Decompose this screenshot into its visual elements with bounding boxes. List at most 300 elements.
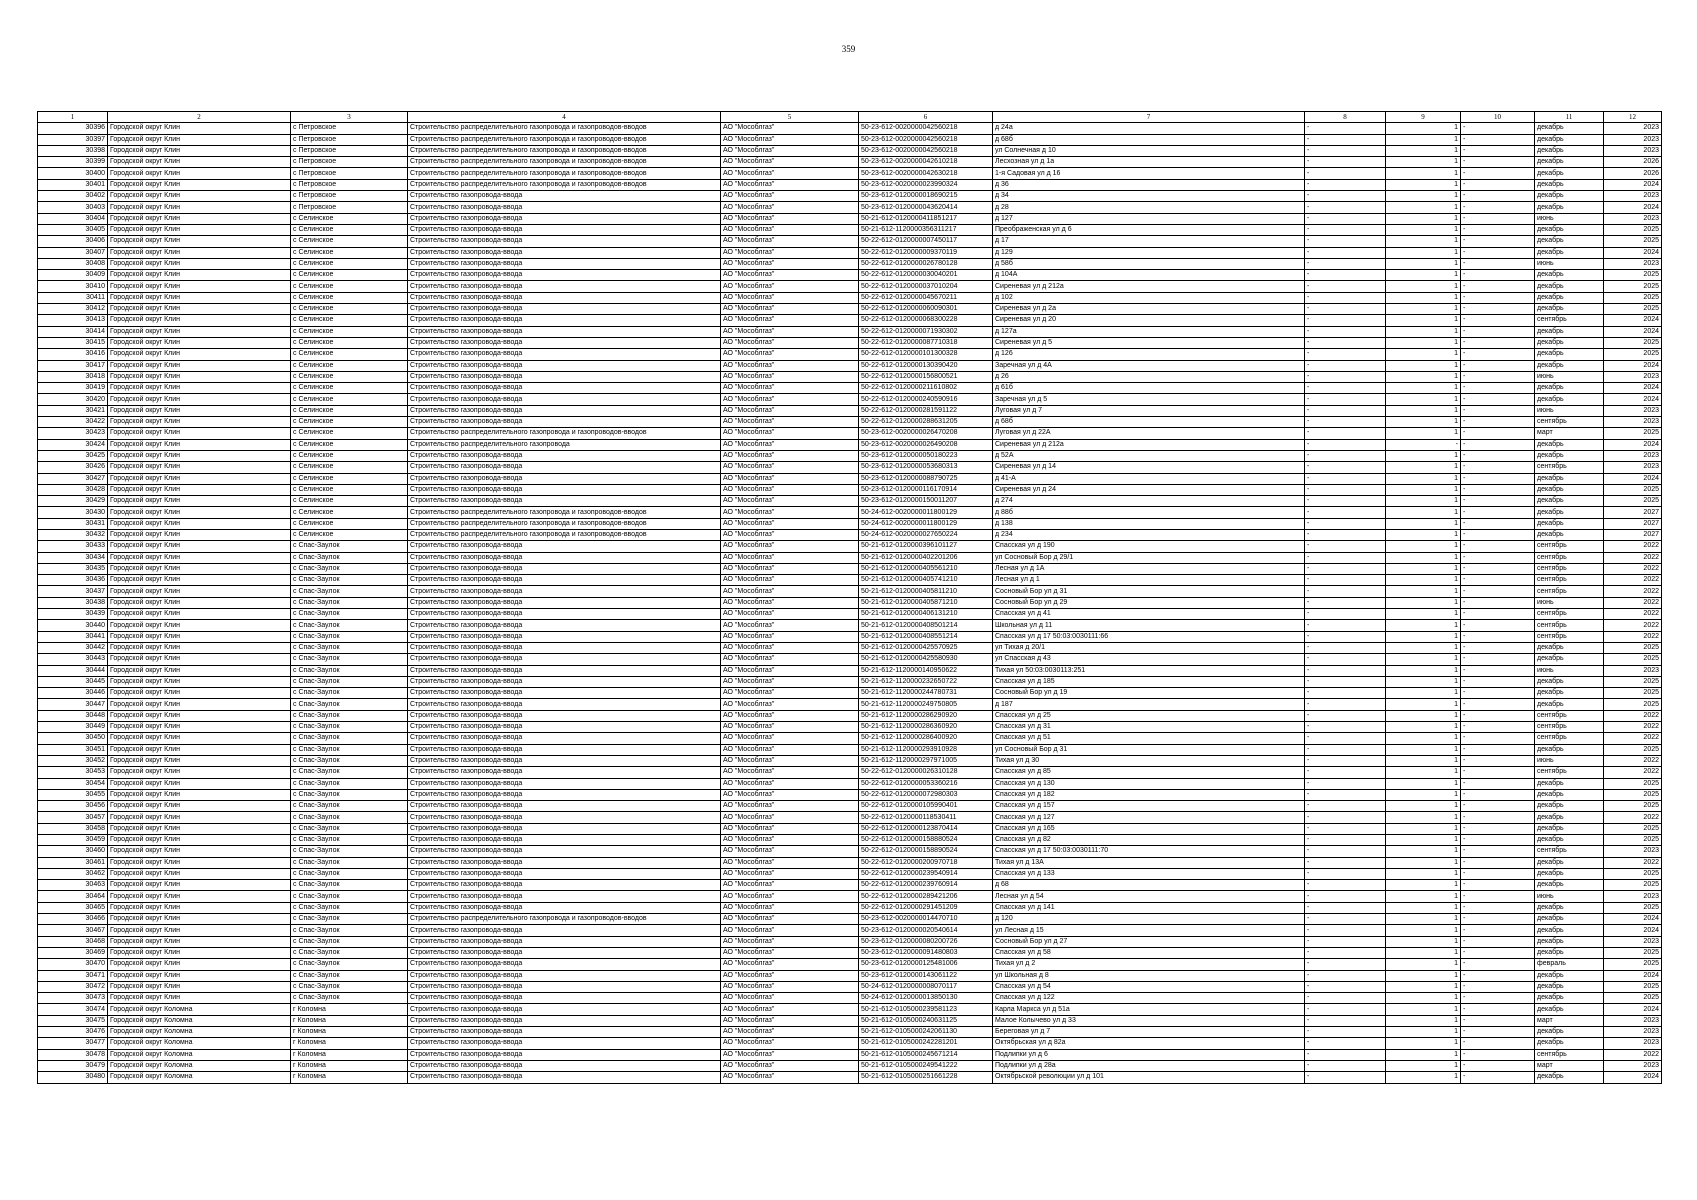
table-cell: -: [1305, 1004, 1386, 1015]
table-cell: АО "Мособлгаз": [721, 755, 859, 766]
table-cell: Строительство газопровода-ввода: [408, 315, 721, 326]
table-cell: Спасская ул д 82: [993, 835, 1305, 846]
table-cell: Городской округ Клин: [108, 688, 291, 699]
table-cell: 50-23-612-0020000042560218: [859, 123, 993, 134]
table-cell: с Спас-Заулок: [291, 902, 408, 913]
table-cell: 1: [1386, 620, 1461, 631]
table-cell: 30413: [38, 315, 108, 326]
table-cell: -: [1305, 405, 1386, 416]
table-cell: 2022: [1604, 755, 1662, 766]
table-cell: д 234: [993, 529, 1305, 540]
table-cell: 2023: [1604, 417, 1662, 428]
table-cell: 2025: [1604, 304, 1662, 315]
table-cell: -: [1461, 315, 1535, 326]
table-cell: 1: [1386, 541, 1461, 552]
table-cell: Строительство газопровода-ввода: [408, 213, 721, 224]
table-cell: 2025: [1604, 880, 1662, 891]
table-cell: 2024: [1604, 383, 1662, 394]
table-cell: 50-23-612-0020000026470208: [859, 428, 993, 439]
table-cell: 50-23-612-0020000026490208: [859, 439, 993, 450]
table-row: [38, 609, 1662, 620]
table-cell: 30475: [38, 1015, 108, 1026]
table-cell: с Спас-Заулок: [291, 778, 408, 789]
table-cell: д 28: [993, 202, 1305, 213]
table-cell: Городской округ Клин: [108, 936, 291, 947]
table-row: [38, 597, 1662, 608]
table-cell: Городской округ Клин: [108, 473, 291, 484]
table-cell: 1-я Садовая ул д 16: [993, 168, 1305, 179]
table-cell: Городской округ Клин: [108, 157, 291, 168]
table-row: [38, 371, 1662, 382]
table-cell: -: [1461, 993, 1535, 1004]
table-cell: АО "Мособлгаз": [721, 981, 859, 992]
table-cell: 2025: [1604, 484, 1662, 495]
table-cell: 50-22-612-0120000026310128: [859, 767, 993, 778]
table-row: [38, 428, 1662, 439]
table-cell: 30471: [38, 970, 108, 981]
table-cell: д 52А: [993, 450, 1305, 461]
table-cell: АО "Мособлгаз": [721, 778, 859, 789]
table-cell: -: [1305, 1060, 1386, 1071]
table-row: [38, 484, 1662, 495]
table-cell: Строительство газопровода-ввода: [408, 575, 721, 586]
table-cell: с Селинское: [291, 496, 408, 507]
table-cell: с Селинское: [291, 315, 408, 326]
table-cell: 1: [1386, 597, 1461, 608]
table-cell: 1: [1386, 925, 1461, 936]
table-cell: с Селинское: [291, 518, 408, 529]
table-cell: -: [1461, 281, 1535, 292]
table-cell: Октябрьская ул д 82а: [993, 1038, 1305, 1049]
table-cell: 30476: [38, 1027, 108, 1038]
table-cell: АО "Мособлгаз": [721, 529, 859, 540]
table-cell: Строительство распределительного газопровода и газопроводов-вводов: [408, 179, 721, 190]
table-cell: июнь: [1535, 213, 1604, 224]
table-cell: -: [1305, 959, 1386, 970]
table-cell: Городской округ Клин: [108, 360, 291, 371]
table-row: [38, 993, 1662, 1004]
table-cell: -: [1461, 744, 1535, 755]
table-cell: -: [1461, 710, 1535, 721]
table-cell: Строительство газопровода-ввода: [408, 191, 721, 202]
table-cell: декабрь: [1535, 1027, 1604, 1038]
table-cell: 30438: [38, 597, 108, 608]
table-cell: с Спас-Заулок: [291, 891, 408, 902]
table-cell: 50-24-612-0120000013850130: [859, 993, 993, 1004]
table-cell: 50-23-612-0020000042610218: [859, 157, 993, 168]
table-cell: 30432: [38, 529, 108, 540]
table-cell: Городской округ Клин: [108, 586, 291, 597]
table-cell: -: [1461, 405, 1535, 416]
table-cell: АО "Мособлгаз": [721, 304, 859, 315]
table-cell: АО "Мособлгаз": [721, 123, 859, 134]
table-cell: сентябрь: [1535, 631, 1604, 642]
table-cell: март: [1535, 428, 1604, 439]
table-cell: с Спас-Заулок: [291, 880, 408, 891]
table-cell: 30467: [38, 925, 108, 936]
table-cell: 1: [1386, 258, 1461, 269]
table-cell: 30465: [38, 902, 108, 913]
table-cell: 50-22-612-0120000239540914: [859, 868, 993, 879]
table-cell: 1: [1386, 496, 1461, 507]
table-cell: АО "Мособлгаз": [721, 247, 859, 258]
table-cell: -: [1305, 846, 1386, 857]
table-cell: 30412: [38, 304, 108, 315]
table-cell: 2024: [1604, 970, 1662, 981]
table-cell: 2022: [1604, 620, 1662, 631]
table-row: [38, 857, 1662, 868]
table-cell: 1: [1386, 835, 1461, 846]
table-cell: Строительство газопровода-ввода: [408, 902, 721, 913]
table-cell: с Спас-Заулок: [291, 620, 408, 631]
table-cell: 30418: [38, 371, 108, 382]
table-cell: 1: [1386, 1072, 1461, 1083]
table-cell: 1: [1386, 417, 1461, 428]
table-row: [38, 292, 1662, 303]
table-row: [38, 846, 1662, 857]
table-cell: Строительство газопровода-ввода: [408, 778, 721, 789]
table-cell: АО "Мособлгаз": [721, 654, 859, 665]
table-cell: с Спас-Заулок: [291, 722, 408, 733]
table-cell: Сиреневая ул д 5: [993, 337, 1305, 348]
table-cell: Городской округ Клин: [108, 224, 291, 235]
table-cell: -: [1461, 1027, 1535, 1038]
table-cell: АО "Мособлгаз": [721, 202, 859, 213]
table-cell: сентябрь: [1535, 620, 1604, 631]
table-cell: -: [1305, 586, 1386, 597]
table-cell: 30450: [38, 733, 108, 744]
table-cell: 30466: [38, 914, 108, 925]
table-cell: Строительство газопровода-ввода: [408, 349, 721, 360]
table-cell: 50-22-612-0120000118530411: [859, 812, 993, 823]
table-cell: 50-22-612-0120000026780128: [859, 258, 993, 269]
table-cell: -: [1305, 789, 1386, 800]
table-cell: 1: [1386, 123, 1461, 134]
table-cell: д 36: [993, 179, 1305, 190]
table-cell: 2022: [1604, 541, 1662, 552]
table-cell: 30415: [38, 337, 108, 348]
table-cell: 1: [1386, 744, 1461, 755]
table-cell: 50-23-612-0120000091480803: [859, 947, 993, 958]
table-cell: декабрь: [1535, 383, 1604, 394]
table-cell: 50-23-612-0120000080200726: [859, 936, 993, 947]
table-cell: -: [1305, 993, 1386, 1004]
table-cell: -: [1461, 541, 1535, 552]
table-cell: -: [1305, 123, 1386, 134]
table-cell: 2025: [1604, 292, 1662, 303]
table-cell: с Селинское: [291, 371, 408, 382]
table-cell: -: [1461, 360, 1535, 371]
table-cell: Спасская ул д 25: [993, 710, 1305, 721]
table-cell: 2022: [1604, 812, 1662, 823]
table-cell: 1: [1386, 563, 1461, 574]
column-header: 1: [38, 112, 108, 123]
table-cell: 50-22-612-0120000200970718: [859, 857, 993, 868]
table-cell: -: [1305, 428, 1386, 439]
table-cell: 2025: [1604, 868, 1662, 879]
column-header: 3: [291, 112, 408, 123]
table-cell: с Селинское: [291, 281, 408, 292]
table-cell: -: [1461, 914, 1535, 925]
table-cell: -: [1461, 428, 1535, 439]
table-cell: -: [1305, 191, 1386, 202]
table-cell: -: [1305, 914, 1386, 925]
table-cell: Спасская ул д 58: [993, 947, 1305, 958]
table-cell: Городской округ Клин: [108, 191, 291, 202]
table-cell: 50-22-612-0120000071930302: [859, 326, 993, 337]
table-cell: 30461: [38, 857, 108, 868]
table-cell: Строительство газопровода-ввода: [408, 891, 721, 902]
table-cell: 50-22-612-0120000156800521: [859, 371, 993, 382]
table-cell: Городской округ Клин: [108, 315, 291, 326]
table-cell: декабрь: [1535, 981, 1604, 992]
table-row: [38, 439, 1662, 450]
table-cell: Строительство газопровода-ввода: [408, 835, 721, 846]
table-cell: Городской округ Клин: [108, 326, 291, 337]
table-cell: Спасская ул д 31: [993, 722, 1305, 733]
table-cell: Тихая ул д 2: [993, 959, 1305, 970]
table-cell: 2023: [1604, 462, 1662, 473]
table-cell: Городской округ Клин: [108, 620, 291, 631]
table-cell: -: [1305, 722, 1386, 733]
table-cell: -: [1305, 315, 1386, 326]
table-cell: декабрь: [1535, 801, 1604, 812]
table-row: [38, 383, 1662, 394]
table-cell: ул Тихая д 20/1: [993, 642, 1305, 653]
table-cell: Городской округ Клин: [108, 484, 291, 495]
table-cell: 2025: [1604, 778, 1662, 789]
table-cell: 1: [1386, 586, 1461, 597]
table-cell: 30440: [38, 620, 108, 631]
table-row: [38, 575, 1662, 586]
table-cell: Строительство газопровода-ввода: [408, 541, 721, 552]
table-cell: 30420: [38, 394, 108, 405]
table-cell: -: [1305, 801, 1386, 812]
table-cell: Городской округ Клин: [108, 349, 291, 360]
table-cell: Строительство газопровода-ввода: [408, 620, 721, 631]
table-cell: с Селинское: [291, 236, 408, 247]
table-cell: -: [1461, 168, 1535, 179]
table-cell: Строительство газопровода-ввода: [408, 959, 721, 970]
table-cell: 30401: [38, 179, 108, 190]
table-cell: 30431: [38, 518, 108, 529]
table-cell: -: [1305, 157, 1386, 168]
table-cell: -: [1305, 439, 1386, 450]
table-row: [38, 563, 1662, 574]
table-cell: -: [1305, 812, 1386, 823]
table-cell: 2023: [1604, 1015, 1662, 1026]
table-cell: -: [1461, 563, 1535, 574]
table-cell: -: [1305, 236, 1386, 247]
table-cell: декабрь: [1535, 970, 1604, 981]
table-cell: Строительство газопровода-ввода: [408, 1072, 721, 1083]
table-cell: 1: [1386, 789, 1461, 800]
header-row: [38, 112, 1662, 123]
table-cell: Строительство газопровода-ввода: [408, 597, 721, 608]
table-cell: 30410: [38, 281, 108, 292]
table-cell: с Спас-Заулок: [291, 642, 408, 653]
table-cell: -: [1461, 789, 1535, 800]
table-cell: 50-21-612-0120000408551214: [859, 631, 993, 642]
table-cell: 30421: [38, 405, 108, 416]
table-cell: декабрь: [1535, 823, 1604, 834]
table-cell: АО "Мособлгаз": [721, 417, 859, 428]
table-cell: д 24а: [993, 123, 1305, 134]
table-cell: Городской округ Клин: [108, 417, 291, 428]
table-cell: 50-22-612-0120000087710318: [859, 337, 993, 348]
table-cell: Строительство газопровода-ввода: [408, 857, 721, 868]
table-cell: 50-23-612-0120000050180223: [859, 450, 993, 461]
table-row: [38, 405, 1662, 416]
table-cell: АО "Мособлгаз": [721, 597, 859, 608]
table-cell: с Спас-Заулок: [291, 563, 408, 574]
table-cell: декабрь: [1535, 654, 1604, 665]
table-cell: Городской округ Клин: [108, 642, 291, 653]
table-row: [38, 473, 1662, 484]
table-cell: сентябрь: [1535, 710, 1604, 721]
table-cell: 1: [1386, 473, 1461, 484]
table-row: [38, 1072, 1662, 1083]
table-cell: сентябрь: [1535, 552, 1604, 563]
table-cell: АО "Мособлгаз": [721, 462, 859, 473]
table-cell: 30426: [38, 462, 108, 473]
table-cell: с Петровское: [291, 191, 408, 202]
table-cell: Строительство газопровода-ввода: [408, 450, 721, 461]
table-cell: 50-21-612-0120000411851217: [859, 213, 993, 224]
table-cell: декабрь: [1535, 360, 1604, 371]
table-cell: -: [1305, 699, 1386, 710]
table-cell: АО "Мособлгаз": [721, 270, 859, 281]
table-cell: декабрь: [1535, 292, 1604, 303]
table-cell: июнь: [1535, 891, 1604, 902]
table-cell: -: [1305, 326, 1386, 337]
table-cell: Строительство газопровода-ввода: [408, 688, 721, 699]
table-cell: 1: [1386, 462, 1461, 473]
table-row: [38, 315, 1662, 326]
table-cell: 50-21-612-0105000240631125: [859, 1015, 993, 1026]
table-cell: АО "Мособлгаз": [721, 575, 859, 586]
table-cell: АО "Мособлгаз": [721, 484, 859, 495]
table-cell: -: [1305, 417, 1386, 428]
table-cell: д 26: [993, 371, 1305, 382]
table-cell: 1: [1386, 326, 1461, 337]
table-cell: 50-21-612-0120000425570925: [859, 642, 993, 653]
table-cell: 1: [1386, 631, 1461, 642]
table-body: [38, 123, 1662, 1083]
table-cell: Строительство газопровода-ввода: [408, 1004, 721, 1015]
table-cell: Спасская ул д 185: [993, 676, 1305, 687]
table-cell: 30433: [38, 541, 108, 552]
table-cell: 30397: [38, 134, 108, 145]
table-cell: -: [1461, 529, 1535, 540]
table-cell: Городской округ Клин: [108, 789, 291, 800]
table-cell: 50-21-612-1120000297971005: [859, 755, 993, 766]
table-cell: 2022: [1604, 609, 1662, 620]
table-cell: -: [1305, 258, 1386, 269]
table-cell: 2023: [1604, 191, 1662, 202]
table-row: [38, 710, 1662, 721]
table-cell: -: [1461, 699, 1535, 710]
table-cell: Городской округ Клин: [108, 631, 291, 642]
table-cell: 30411: [38, 292, 108, 303]
table-cell: с Спас-Заулок: [291, 823, 408, 834]
table-cell: -: [1461, 586, 1535, 597]
table-cell: Строительство газопровода-ввода: [408, 868, 721, 879]
table-cell: Городской округ Клин: [108, 281, 291, 292]
table-cell: сентябрь: [1535, 1049, 1604, 1060]
table-cell: июнь: [1535, 405, 1604, 416]
table-cell: -: [1305, 292, 1386, 303]
table-cell: Луговая ул д 22А: [993, 428, 1305, 439]
table-cell: АО "Мособлгаз": [721, 880, 859, 891]
table-cell: АО "Мособлгаз": [721, 394, 859, 405]
table-cell: Тихая ул 50:03:0030113:251: [993, 665, 1305, 676]
table-cell: Городской округ Клин: [108, 733, 291, 744]
table-cell: Городской округ Клин: [108, 337, 291, 348]
table-cell: ул Школьная д 8: [993, 970, 1305, 981]
table-cell: Строительство распределительного газопровода и газопроводов-вводов: [408, 914, 721, 925]
table-cell: АО "Мособлгаз": [721, 337, 859, 348]
table-cell: декабрь: [1535, 450, 1604, 461]
table-cell: 1: [1386, 247, 1461, 258]
table-cell: АО "Мособлгаз": [721, 157, 859, 168]
table-cell: -: [1461, 767, 1535, 778]
table-cell: Строительство газопровода-ввода: [408, 970, 721, 981]
table-cell: Береговая ул д 7: [993, 1027, 1305, 1038]
table-cell: 1: [1386, 405, 1461, 416]
table-cell: -: [1305, 676, 1386, 687]
column-header: 5: [721, 112, 859, 123]
table-cell: 50-22-612-0120000053360216: [859, 778, 993, 789]
table-cell: с Селинское: [291, 270, 408, 281]
table-cell: АО "Мособлгаз": [721, 371, 859, 382]
table-cell: 50-24-612-0020000027650224: [859, 529, 993, 540]
table-cell: декабрь: [1535, 518, 1604, 529]
table-cell: АО "Мособлгаз": [721, 292, 859, 303]
table-cell: с Спас-Заулок: [291, 925, 408, 936]
table-cell: 30417: [38, 360, 108, 371]
table-cell: 1: [1386, 191, 1461, 202]
table-cell: 50-22-612-0120000045670211: [859, 292, 993, 303]
table-cell: 50-22-612-0120000289421206: [859, 891, 993, 902]
table-cell: -: [1305, 631, 1386, 642]
table-cell: Городской округ Клин: [108, 383, 291, 394]
table-cell: декабрь: [1535, 191, 1604, 202]
table-cell: -: [1305, 371, 1386, 382]
table-cell: Строительство газопровода-ввода: [408, 609, 721, 620]
table-row: [38, 529, 1662, 540]
table-cell: Городской округ Клин: [108, 902, 291, 913]
table-cell: 30480: [38, 1072, 108, 1083]
table-cell: Строительство газопровода-ввода: [408, 337, 721, 348]
table-cell: -: [1461, 654, 1535, 665]
table-cell: Городской округ Клин: [108, 959, 291, 970]
table-row: [38, 744, 1662, 755]
table-cell: Карла Маркса ул д 51а: [993, 1004, 1305, 1015]
table-cell: 2025: [1604, 281, 1662, 292]
table-cell: 2025: [1604, 981, 1662, 992]
table-cell: Строительство газопровода-ввода: [408, 1060, 721, 1071]
table-cell: с Селинское: [291, 417, 408, 428]
table-cell: АО "Мособлгаз": [721, 541, 859, 552]
table-cell: 1: [1386, 507, 1461, 518]
table-cell: Городской округ Клин: [108, 947, 291, 958]
table-cell: Городской округ Клин: [108, 134, 291, 145]
table-cell: Городской округ Коломна: [108, 1038, 291, 1049]
table-row: [38, 281, 1662, 292]
table-cell: 1: [1386, 688, 1461, 699]
table-cell: 30470: [38, 959, 108, 970]
